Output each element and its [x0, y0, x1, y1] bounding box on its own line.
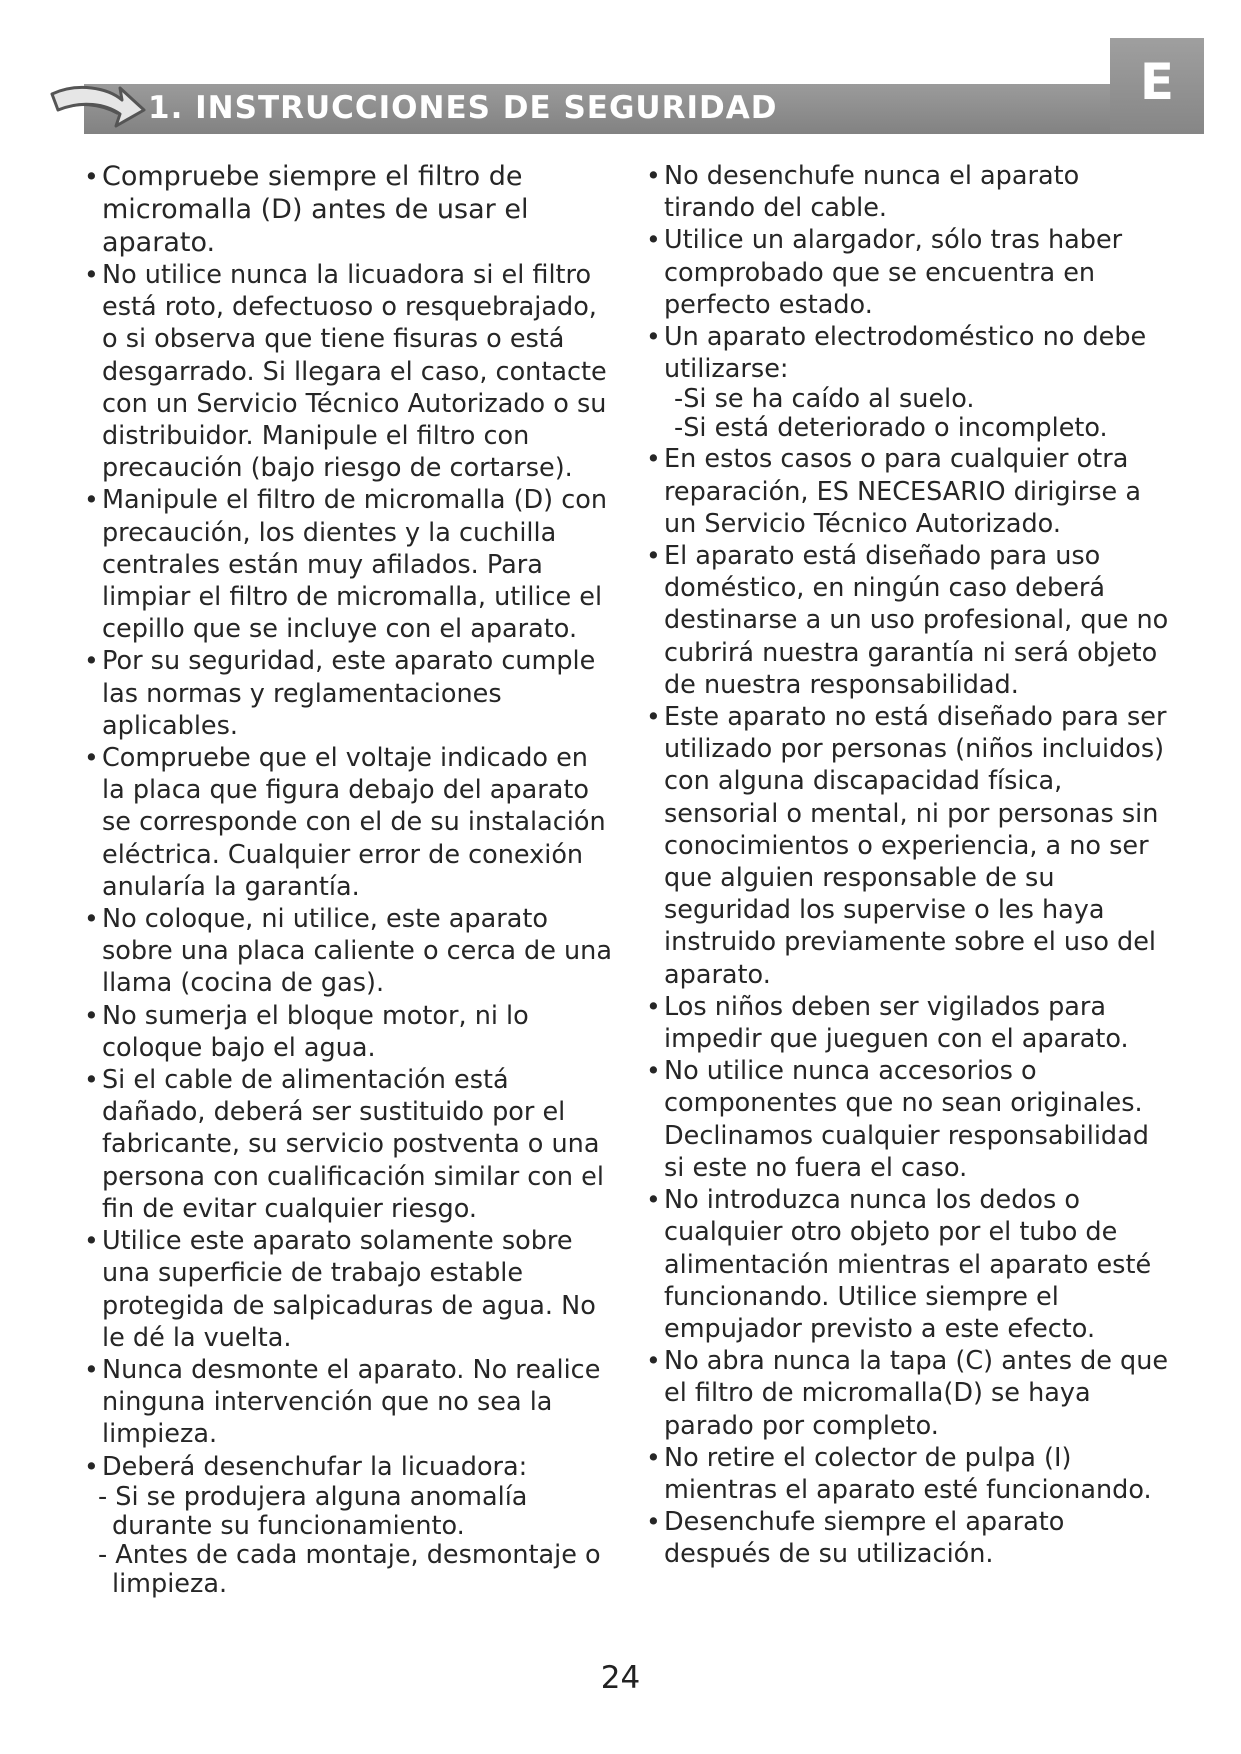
sub-item: - Si se produjera alguna anomalía durante su funcionamiento.: [98, 1481, 528, 1541]
left-column: [84, 160, 614, 1599]
arrow-icon: [48, 80, 148, 136]
list-item: • No desenchufe nunca el aparato tirando del cable.: [646, 160, 1174, 224]
list-item: • Desenchufe siempre el aparato después de su utilización.: [646, 1506, 1174, 1570]
list-item: • No sumerja el bloque motor, ni lo coloque bajo el agua.: [84, 1000, 614, 1064]
list-item: • En estos casos o para cualquier otra reparación, ES NECESARIO dirigirse a un Servicio Técnico Autorizado.: [646, 443, 1174, 540]
list-item: • Si el cable de alimentación está dañado, deberá ser sustituido por el fabricante, su servicio postventa o una persona con cualificación similar con el fin de evitar cualquier riesgo.: [84, 1064, 614, 1225]
list-item: • Utilice un alargador, sólo tras haber comprobado que se encuentra en perfecto estado.: [646, 224, 1174, 321]
right-column: [646, 160, 1174, 1571]
list-item: • Compruebe siempre el filtro de micromalla (D) antes de usar el aparato.: [84, 160, 614, 259]
page-number: 24: [600, 1660, 641, 1696]
list-item: • Por su seguridad, este aparato cumple las normas y reglamentaciones aplicables.: [84, 645, 614, 742]
language-tab: E: [1110, 38, 1204, 134]
list-item: • Los niños deben ser vigilados para impedir que jueguen con el aparato.: [646, 991, 1174, 1055]
list-item: • Este aparato no está diseñado para ser utilizado por personas (niños incluidos) con alguna discapacidad física, sensorial o mental, ni por personas sin conocimientos o experiencia, a no ser que alguien responsable de su seguridad los supervise o les haya instruido previamente sobre el uso del aparato.: [646, 701, 1174, 991]
list-item: • No utilice nunca accesorios o componentes que no sean originales. Declinamos cualquier responsabilidad si este no fuera el caso.: [646, 1055, 1174, 1184]
list-item: • Utilice este aparato solamente sobre una superficie de trabajo estable protegida de salpicaduras de agua. No le dé la vuelta.: [84, 1225, 614, 1354]
list-item: • Deberá desenchufar la licuadora:: [84, 1451, 614, 1483]
list-item: • No coloque, ni utilice, este aparato sobre una placa caliente o cerca de una llama (cocina de gas).: [84, 903, 614, 1000]
list-item: • El aparato está diseñado para uso doméstico, en ningún caso deberá destinarse a un uso profesional, que no cubrirá nuestra garantía ni será objeto de nuestra responsabilidad.: [646, 540, 1174, 701]
list-item: • Nunca desmonte el aparato. No realice ninguna intervención que no sea la limpieza.: [84, 1354, 614, 1451]
sub-item: -Si está deteriorado o incompleto.: [674, 413, 1108, 444]
list-item: • No retire el colector de pulpa (I) mientras el aparato esté funcionando.: [646, 1442, 1174, 1506]
list-item: • Compruebe que el voltaje indicado en la placa que figura debajo del aparato se corresponde con el de su instalación eléctrica. Cualquier error de conexión anularía la garantía.: [84, 742, 614, 903]
sub-item: - Antes de cada montaje, desmontaje o limpieza.: [98, 1539, 601, 1599]
sub-item: -Si se ha caído al suelo.: [674, 384, 975, 415]
list-item: • Un aparato electrodoméstico no debe utilizarse:: [646, 321, 1174, 385]
list-item: • No introduzca nunca los dedos o cualquier otro objeto por el tubo de alimentación mientras el aparato esté funcionando. Utilice siempre el empujador previsto a este efecto.: [646, 1184, 1174, 1345]
list-item: • No utilice nunca la licuadora si el filtro está roto, defectuoso o resquebrajado, o si observa que tiene fisuras o está desgarrado. Si llegara el caso, contacte con un Servicio Técnico Autorizado o su distribuidor. Manipule el filtro con precaución (bajo riesgo de cortarse).: [84, 259, 614, 484]
section-title: 1. INSTRUCCIONES DE SEGURIDAD: [148, 90, 778, 126]
list-item: • No abra nunca la tapa (C) antes de que el filtro de micromalla(D) se haya parado por completo.: [646, 1345, 1174, 1442]
list-item: • Manipule el filtro de micromalla (D) con precaución, los dientes y la cuchilla centrales están muy afilados. Para limpiar el filtro de micromalla, utilice el cepillo que se incluye con el aparato.: [84, 484, 614, 645]
